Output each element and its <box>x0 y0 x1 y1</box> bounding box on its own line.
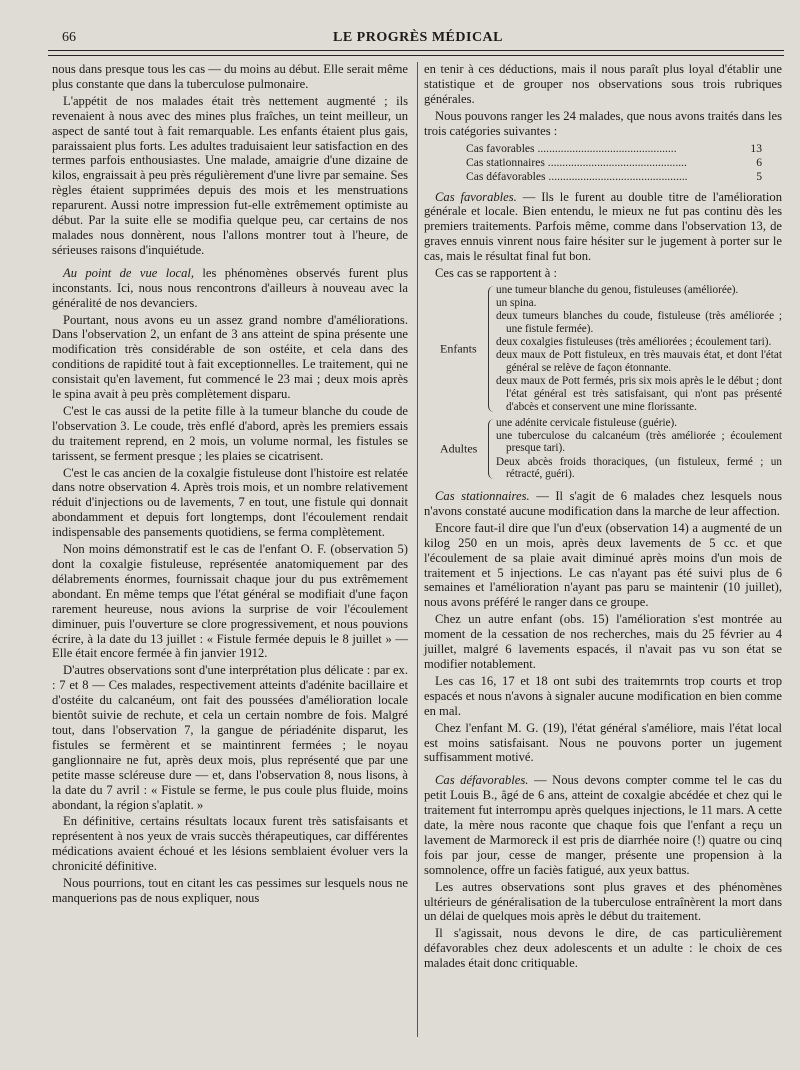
paragraph: en tenir à ces déductions, mais il nous paraît plus loyal d'établir une statistique et de grouper nos observations sous trois rubriques générales. <box>424 62 782 106</box>
paragraph: L'appétit de nos malades était très nettement augmenté ; ils revenaient à nous avec des mines plus fraîches, un teint meilleur, un aspect de santé tout à fait remarquable. Les enfants étaient plus gais, paraissaient plus forts. Les adultes traduisaient leur satisfaction en des termes parfois enthousiastes. Une malade, amaigrie d'une dizaine de kilos, engraissait à peu près régulièrement d'une livre par semaine. Ses règles étaient supprimées depuis des mois et les menstruations reparurent. Aussi notre impression fut-elle extrêmement optimiste au début. Par la suite elle se modifia quelque peu, car certains de nos malades nous donnèrent, nous l'allons montrer tout à l'heure, de sérieuses raisons d'inquiétude. <box>52 93 408 257</box>
paragraph: C'est le cas ancien de la coxalgie fistuleuse dont l'histoire est relatée dans notre observation 4. Après trois mois, et un nombre relativement réduit d'injections ou de lavements, 7 en tout, une fistule qui donnait abondamment et depuis fort longtemps, dont l'écoulement rendait indispensable des pansements quotidiens, se ferma complètement. <box>52 465 408 540</box>
stationary-paragraph <box>424 489 782 519</box>
list-item: une tumeur blanche du genou, fistuleuses (améliorée). <box>496 283 739 296</box>
count-label: Cas défavorables ..... <box>466 170 740 184</box>
count-value: 5 <box>756 169 762 183</box>
paragraph: D'autres observations sont d'une interprétation plus délicate : par ex. : 7 et 8 — Ces malades, respectivement atteints d'adénite bacillaire et d'ostéite du calcanéum, ont fait des poussées d'amélioration locale bientôt suivie de rechute, et cela un certain nombre de fois. Malgré tout, dans l'observation 7, la gangue de périadénite disparut, les fistules se fermèrent et se maintinrent fermées ; le noyau ganglionnaire ne fut, après deux mois, plus représenté que par une petite masse scléreuse dure — et, dans l'observation 8, nous lisons, à la date du 7 avril : « Fistule se ferme, le pus coule plus fluide, moins abondant, la région s'aplatit. » <box>52 663 408 812</box>
unfavorable-paragraph <box>424 773 782 877</box>
enfants-group <box>424 284 782 414</box>
paragraph: Nous pourrions, tout en citant les cas pessimes sur lesquels nous ne manquerions pas de nous expliquer, nous <box>52 876 408 905</box>
column-divider <box>417 62 418 1037</box>
count-label: Cas favorables ..... <box>466 142 740 156</box>
unfavorable-lead: Cas défavorables. <box>435 773 529 788</box>
list-item: deux maux de Pott fermés, pris six mois après le le début ; dont l'état général est très satisfaisant, qui n'ont pas présenté d'abcès et conservent une mine florissante. <box>496 375 782 413</box>
favorable-paragraph <box>424 190 782 265</box>
list-item: deux coxalgies fistuleuses (très améliorées ; écoulement tari). <box>496 336 772 349</box>
count-value: 13 <box>750 141 762 155</box>
paragraph: nous dans presque tous les cas — du moins au début. Elle serait même plus constante que dans la tuberculose pulmonaire. <box>52 62 408 91</box>
list-item: un spina. <box>496 297 537 310</box>
list-item: Deux abcès froids thoraciques, (un fistuleux, fermé ; un rétracté, guéri). <box>496 455 782 481</box>
paragraph: En définitive, certains résultats locaux furent très satisfaisants et représentent à nos yeux de vrais succès thérapeutiques, car différentes médications avaient échoué et les lésions semblaient évoluer vers la chronicité définitive. <box>52 814 408 874</box>
count-label: Cas stationnaires ..... <box>466 156 740 170</box>
list-item: deux tumeurs blanches du coude, fistuleuse (très améliorée ; une fistule fermée). <box>496 310 782 336</box>
unfavorable-rest: — Nous devons compter comme tel le cas du petit Louis B., âgé de 6 ans, atteint de coxalgie abcédée et chez qui le traitement fut interrompu après quelques injections, le 11 mars. A cette date, la mère nous raconte que chaque fois que l'enfant a reçu un lavement de Marmoreck il est pris de diarrhée noire (!) quatre ou cinq fois par jour, cesse de manger, présente une propension à la somnolence, offre un faciès fatigué, aux yeux battus. <box>424 773 782 877</box>
paragraph: Chez un autre enfant (obs. 15) l'amélioration s'est montrée au moment de la cessation de nos recherches, mais du 25 février au 4 juillet, malgré 6 lavements espacés, il n'avait pas vu son état se modifier notablement. <box>424 612 782 671</box>
adultes-group <box>424 417 782 482</box>
paragraph: Les autres observations sont plus graves et des phénomènes ultérieurs de généralisation de la tuberculose entraînèrent la mort dans un délai de quelques mois après le début du traitement. <box>424 879 782 924</box>
enfants-list <box>496 284 782 414</box>
paragraph: Chez l'enfant M. G. (19), l'état général s'améliore, mais l'état local est moins satisfaisant. Nous ne pouvons porter un jugement suffisamment motivé. <box>424 720 782 765</box>
list-item: deux maux de Pott fistuleux, en très mauvais état, et dont l'état général se relève de façon étonnante. <box>496 349 782 375</box>
header-rule <box>48 50 784 56</box>
stationary-lead: Cas stationnaires. <box>435 489 530 504</box>
adultes-label: Adultes <box>440 441 478 456</box>
local-rest: les phénomènes observés furent plus inconstants. Ici, nous nous rencontrons d'ailleurs à nouveau avec la généralité de nos devanciers. <box>52 265 408 310</box>
case-counts-table <box>466 142 762 184</box>
list-item: une tuberculose du calcanéum (très améliorée ; écoulement presque tari). <box>496 429 782 455</box>
page-header <box>48 28 788 48</box>
count-row <box>466 170 762 184</box>
paragraph: Non moins démonstratif est le cas de l'enfant O. F. (observation 5) dont la coxalgie fistuleuse, représentée anatomiquement par des délabrements énormes, fournissait chaque jour du pus extrêmement abondant. En même temps que l'état général se modifiait d'une façon rarement heureuse, nous avions la surprise de voir l'écoulement diminuer, puis l'ouverture se clore progressivement, et nous pouvions écrire, à la date du 13 juillet : « Fistule fermée depuis le 8 juillet » — Elle était encore fermée à fin janvier 1912. <box>52 542 408 661</box>
local-paragraph <box>52 266 408 311</box>
favorable-rest: — Ils le furent au double titre de l'amélioration générale et locale. Bien entendu, le mieux ne fut pas continu dès les premiers traitements. Parfois même, comme dans l'observation 13, de graves ennuis vinrent nous faire hésiter sur le jugement à porter sur le cas, mais le résultat final fut bon. <box>424 189 782 264</box>
paragraph: C'est le cas aussi de la petite fille à la tumeur blanche du coude de l'observation 3. Le coude, très enflé d'abord, après les premiers essais du traitement reprend, en 2 mois, un volume normal, les fistules se tarissent, se ferment presque ; les plaies se cicatrisent. <box>52 403 408 463</box>
count-value: 6 <box>756 155 762 169</box>
page-number: 66 <box>62 30 76 45</box>
left-column <box>52 62 408 908</box>
enfants-label: Enfants <box>440 341 477 356</box>
favorable-lead: Cas favorables. <box>435 189 517 204</box>
stationary-rest: — Il s'agit de 6 malades chez lesquels nous n'avons constaté aucune modification dans la marche de leur affection. <box>424 489 782 518</box>
paragraph: Nous pouvons ranger les 24 malades, que nous avons traités dans les trois catégories suivantes : <box>424 108 782 138</box>
count-row <box>466 142 762 156</box>
list-item: une adénite cervicale fistuleuse (guérie). <box>496 416 678 429</box>
paragraph: Les cas 16, 17 et 18 ont subi des traitemrnts trop courts et trop espacés et nous n'avons à signaler aucune modification en bien comme en mal. <box>424 673 782 718</box>
journal-title: LE PROGRÈS MÉDICAL <box>332 30 504 45</box>
local-lead: Au point de vue local, <box>63 265 195 280</box>
brace <box>488 286 495 412</box>
paragraph: Encore faut-il dire que l'un d'eux (observation 14) a augmenté de un kilog 250 en un mois, après deux lavements de 5 cc. et que l'écoulement de sa plaie avait diminué après moins d'un mois de traitement et 5 injections. Le cas n'ayant pas été suivi plus de 6 semaines et l'amélioration n'ayant pas paru se maintenir (10 juillet), nous avons préféré le ranger dans ce groupe. <box>424 520 782 610</box>
paragraph: Il s'agissait, nous devons le dire, de cas particulièrement défavorables chez deux adolescents et un adulte : le choix de ces malades était donc critiquable. <box>424 926 782 971</box>
count-row <box>466 156 762 170</box>
paragraph: Ces cas se rapportent à : <box>435 266 558 281</box>
paragraph: Pourtant, nous avons eu un assez grand nombre d'améliorations. Dans l'observation 2, un enfant de 3 ans atteint de spina présente une modification très considérable de son ostéite, et cela dans des conditions de rapidité tout à fait exceptionnelles. Le traitement, qui ne consistait qu'en lavement, fut commencé le 23 mai ; deux mois après le spina avait à peu près complètement disparu. <box>52 312 408 402</box>
adultes-list <box>496 417 782 482</box>
right-column <box>424 62 782 973</box>
brace <box>488 419 495 480</box>
